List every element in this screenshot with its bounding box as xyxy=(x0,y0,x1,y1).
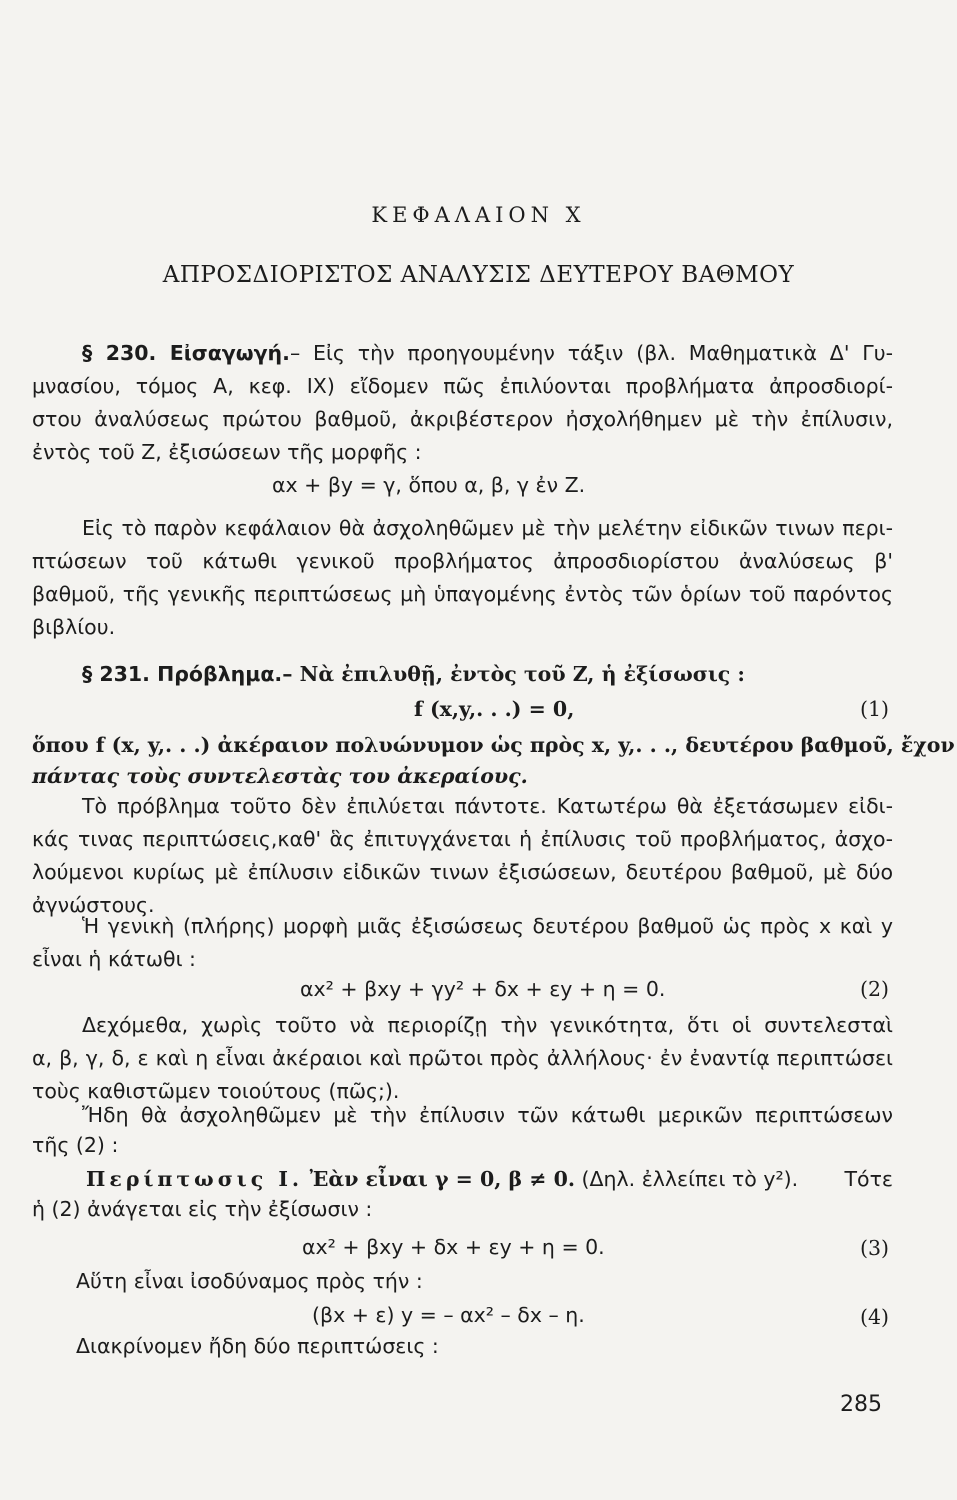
paragraph-line: κάς τινας περιπτώσεις,καθ' ἃς ἐπιτυγχάνεται ἡ ἐπίλυσις τοῦ προβλήματος, ἀσχο- xyxy=(32,827,893,851)
paragraph-line: στου ἀναλύσεως πρώτου βαθμοῦ, ἀκριβέστερον ἠσχολήθημεν μὲ τὴν ἐπίλυσιν, xyxy=(32,407,893,431)
equation-3: αx² + βxy + δx + εy + η = 0. xyxy=(302,1235,605,1259)
paragraph-line: α, β, γ, δ, ε καὶ η εἶναι ἀκέραιοι καὶ πρῶτοι πρὸς ἀλλήλους· ἐν ἐναντίᾳ περιπτώσει xyxy=(32,1046,893,1070)
definition-line: ὅπου f (x, y,. . .) ἀκέραιον πολυώνυμον ὡς πρὸς x, y,. . ., δευτέρου βαθμοῦ, ἔχον xyxy=(32,733,955,757)
paragraph-line: τοὺς καθιστῶμεν τοιούτους (πῶς;). xyxy=(32,1079,400,1103)
definition-line: πάντας τοὺς συντελεστὰς του ἀκεραίους. xyxy=(32,764,528,788)
paragraph-line: βιβλίου. xyxy=(32,615,116,639)
paragraph-line: ἐντὸς τοῦ Z, ἐξισώσεων τῆς μορφῆς : xyxy=(32,440,422,464)
section-230-first-line xyxy=(82,340,893,366)
equation-4-number: (4) xyxy=(860,1305,890,1329)
paragraph-line: Ἡ γενικὴ (πλήρης) μορφὴ μιᾶς ἐξισώσεως δευτέρου βαθμοῦ ὡς πρὸς x καὶ y xyxy=(82,914,893,938)
paragraph-line: Αὕτη εἶναι ἰσοδύναμος πρὸς τήν : xyxy=(76,1269,423,1293)
equation-4: (βx + ε) y = – αx² – δx – η. xyxy=(312,1303,585,1327)
case-1-label: Περίπτωσις Ι. xyxy=(86,1167,304,1191)
case-1-line xyxy=(86,1166,893,1192)
equation-2-number: (2) xyxy=(860,977,890,1001)
equation-3-number: (3) xyxy=(860,1236,890,1260)
paragraph-line: μνασίου, τόμος Α, κεφ. ΙΧ) εἴδομεν πῶς ἐπιλύονται προβλήματα ἀπροσδιορί- xyxy=(32,374,893,398)
section-231-first-line xyxy=(82,661,745,687)
section-231-heading: § 231. Πρόβλημα. xyxy=(82,662,283,686)
chapter-label: ΚΕΦΑΛΑΙΟΝ Χ xyxy=(371,203,586,227)
equation-2: αx² + βxy + γy² + δx + εy + η = 0. xyxy=(300,977,666,1001)
paragraph-line: Εἰς τὸ παρὸν κεφάλαιον θὰ ἀσχοληθῶμεν μὲ τὴν μελέτην εἰδικῶν τινων περι- xyxy=(82,516,893,540)
paragraph-line: ἡ (2) ἀνάγεται εἰς τὴν ἐξίσωσιν : xyxy=(32,1197,373,1221)
paragraph-line: λούμενοι κυρίως μὲ ἐπίλυσιν εἰδικῶν τινων ἐξισώσεων, δευτέρου βαθμοῦ, μὲ δύο xyxy=(32,860,893,884)
paragraph-line: εἶναι ἡ κάτωθι : xyxy=(32,947,196,971)
paragraph-line: Τὸ πρόβλημα τοῦτο δὲν ἐπιλύεται πάντοτε. Κατωτέρω θὰ ἐξετάσωμεν εἰδι- xyxy=(82,794,893,818)
paragraph-line: Διακρίνομεν ἤδη δύο περιπτώσεις : xyxy=(76,1334,439,1358)
case-1-tote: Τότε xyxy=(844,1167,893,1191)
paragraph-line: Ἤδη θὰ ἀσχοληθῶμεν μὲ τὴν ἐπίλυσιν τῶν κάτωθι μερικῶν περιπτώσεων xyxy=(82,1103,893,1127)
section-230-heading: § 230. Εἰσαγωγή. xyxy=(82,341,290,365)
paragraph-line: τῆς (2) : xyxy=(32,1133,119,1157)
page-number: 285 xyxy=(840,1392,882,1417)
paragraph-line: Δεχόμεθα, χωρὶς τοῦτο νὰ περιορίζῃ τὴν γενικότητα, ὅτι οἱ συντελεσταὶ xyxy=(82,1013,893,1037)
section-231-statement: – Νὰ ἐπιλυθῇ, ἐντὸς τοῦ Z, ἡ ἐξίσωσις : xyxy=(282,662,745,686)
chapter-title: ΑΠΡΟΣΔΙΟΡΙΣΤΟΣ ΑΝΑΛΥΣΙΣ ΔΕΥΤΕΡΟΥ ΒΑΘΜΟΥ xyxy=(162,262,795,288)
paragraph-line: ἀγνώστους. xyxy=(32,893,155,917)
case-1-condition: Ἐὰν εἶναι γ = 0, β ≠ 0. xyxy=(309,1167,575,1191)
paragraph-line: πτώσεων τοῦ κάτωθι γενικοῦ προβλήματος ἀπροσδιορίστου ἀναλύσεως β' xyxy=(32,549,893,573)
equation-1-number: (1) xyxy=(860,697,890,721)
section-230-text: – Εἰς τὴν προηγουμένην τάξιν (βλ. Μαθηματικὰ Δ' Γυ- xyxy=(289,341,893,365)
paragraph-line: βαθμοῦ, τῆς γενικῆς περιπτώσεως μὴ ὑπαγομένης ἐντὸς τῶν ὁρίων τοῦ παρόντος xyxy=(32,582,893,606)
equation-1: f (x,y,. . .) = 0, xyxy=(414,697,575,721)
equation-linear: αx + βy = γ, ὅπου α, β, γ ἐν Z. xyxy=(272,473,586,497)
case-1-explanation: (Δηλ. ἐλλείπει τὸ y²). xyxy=(581,1167,799,1191)
